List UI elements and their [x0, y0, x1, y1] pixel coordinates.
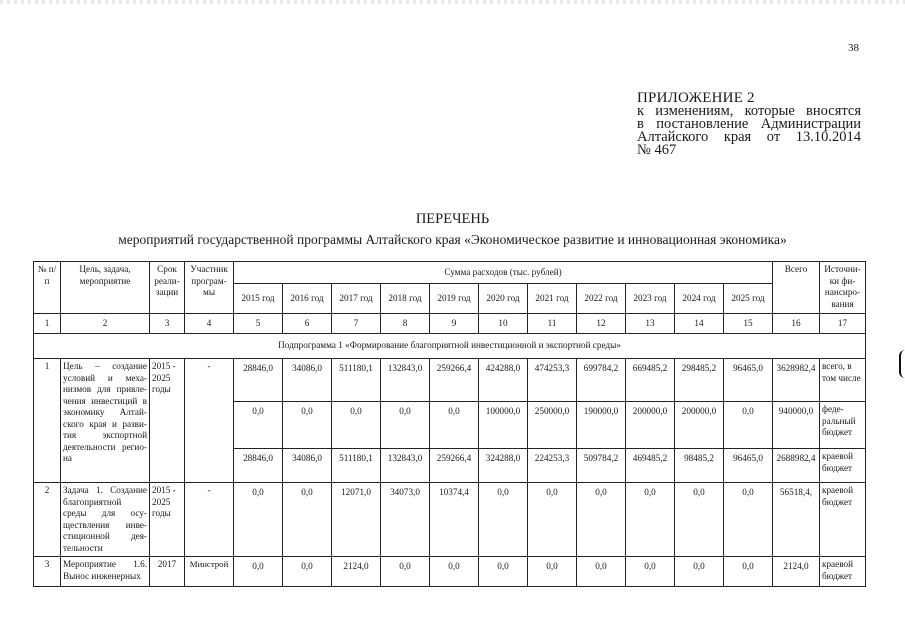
row-goal: Цель – создание условий и меха- низмов для привле- чения инвестиций в экономику Алтай- ского края и разви- тия экспортной деятельности регио- на — [61, 359, 150, 483]
value-cell: 224253,3 — [528, 449, 577, 483]
total-cell: 56518,4, — [773, 483, 820, 557]
col-number: 4 — [185, 314, 234, 334]
value-cell: 34073,0 — [381, 483, 430, 557]
total-cell: 2124,0 — [773, 557, 820, 587]
source-cell: краевой бюджет — [820, 557, 866, 587]
value-cell: 28846,0 — [234, 359, 283, 402]
col-number: 5 — [234, 314, 283, 334]
appendix-block — [637, 92, 861, 157]
header-year: 2016 год — [283, 284, 332, 314]
scan-edge-noise — [0, 0, 905, 4]
value-cell: 96465,0 — [724, 359, 773, 402]
value-cell: 250000,0 — [528, 402, 577, 449]
header-source: Источни- ки фи- нансиро- вания — [820, 262, 866, 314]
value-cell: 511180,1 — [332, 449, 381, 483]
value-cell: 98485,2 — [675, 449, 724, 483]
appendix-title: ПРИЛОЖЕНИЕ 2 — [637, 90, 755, 106]
header-year: 2019 год — [430, 284, 479, 314]
col-number: 10 — [479, 314, 528, 334]
header-term: Срок реали- зации — [150, 262, 185, 314]
value-cell: 0,0 — [479, 557, 528, 587]
value-cell: 0,0 — [479, 483, 528, 557]
appendix-line: Алтайского края от 13.10.2014 — [637, 129, 861, 145]
document-title: ПЕРЕЧЕНЬ — [415, 211, 490, 227]
value-cell: 511180,1 — [332, 359, 381, 402]
value-cell: 0,0 — [381, 402, 430, 449]
row-participant: - — [185, 483, 234, 557]
row-term: 2017 — [150, 557, 185, 587]
value-cell: 699784,2 — [577, 359, 626, 402]
value-cell: 324288,0 — [479, 449, 528, 483]
value-cell: 10374,4 — [430, 483, 479, 557]
scan-edge-mark — [899, 350, 905, 378]
value-cell: 0,0 — [724, 557, 773, 587]
value-cell: 469485,2 — [626, 449, 675, 483]
col-number: 14 — [675, 314, 724, 334]
value-cell: 259266,4 — [430, 449, 479, 483]
value-cell: 0,0 — [430, 557, 479, 587]
value-cell: 132843,0 — [381, 359, 430, 402]
value-cell: 259266,4 — [430, 359, 479, 402]
value-cell: 200000,0 — [626, 402, 675, 449]
row-participant: - — [185, 359, 234, 483]
value-cell: 0,0 — [675, 557, 724, 587]
value-cell: 0,0 — [626, 483, 675, 557]
appendix-line: № 467 — [637, 142, 677, 158]
value-cell: 0,0 — [234, 557, 283, 587]
value-cell: 100000,0 — [479, 402, 528, 449]
expenses-table — [33, 261, 866, 587]
row-term: 2015 - 2025 годы — [150, 359, 185, 483]
col-number: 17 — [820, 314, 866, 334]
col-number: 9 — [430, 314, 479, 334]
header-total: Всего — [773, 262, 820, 314]
header-sum-group: Сумма расходов (тыс. рублей) — [234, 262, 773, 284]
col-number: 15 — [724, 314, 773, 334]
value-cell: 0,0 — [577, 557, 626, 587]
source-cell: всего, в том числе — [820, 359, 866, 402]
value-cell: 34086,0 — [283, 449, 332, 483]
appendix-line: к изменениям, которые вносятся — [637, 103, 861, 119]
row-participant: Минстрой — [185, 557, 234, 587]
row-term: 2015 - 2025 годы — [150, 483, 185, 557]
appendix-line: в постановление Администрации — [637, 116, 861, 132]
col-number: 6 — [283, 314, 332, 334]
col-number: 16 — [773, 314, 820, 334]
total-cell: 2688982,4 — [773, 449, 820, 483]
row-goal: Мероприятие 1.6. Вынос инженерных — [61, 557, 150, 587]
header-year: 2020 год — [479, 284, 528, 314]
value-cell: 0,0 — [234, 402, 283, 449]
source-cell: краевой бюджет — [820, 483, 866, 557]
col-number: 13 — [626, 314, 675, 334]
value-cell: 669485,2 — [626, 359, 675, 402]
header-year: 2024 год — [675, 284, 724, 314]
value-cell: 96465,0 — [724, 449, 773, 483]
value-cell: 298485,2 — [675, 359, 724, 402]
value-cell: 0,0 — [430, 402, 479, 449]
value-cell: 424288,0 — [479, 359, 528, 402]
value-cell: 0,0 — [577, 483, 626, 557]
value-cell: 34086,0 — [283, 359, 332, 402]
value-cell: 0,0 — [381, 557, 430, 587]
value-cell: 12071,0 — [332, 483, 381, 557]
total-cell: 940000,0 — [773, 402, 820, 449]
value-cell: 0,0 — [528, 483, 577, 557]
col-number: 11 — [528, 314, 577, 334]
total-cell: 3628982,4 — [773, 359, 820, 402]
col-number: 7 — [332, 314, 381, 334]
value-cell: 0,0 — [528, 557, 577, 587]
header-goal: Цель, задача, мероприятие — [61, 262, 150, 314]
page-number: 38 — [848, 42, 859, 54]
header-year: 2023 год — [626, 284, 675, 314]
header-year: 2021 год — [528, 284, 577, 314]
value-cell: 0,0 — [724, 402, 773, 449]
subprogram-title: Подпрограмма 1 «Формирование благоприятной инвестиционной и экспортной среды» — [34, 334, 866, 359]
value-cell: 0,0 — [332, 402, 381, 449]
header-year: 2015 год — [234, 284, 283, 314]
value-cell: 200000,0 — [675, 402, 724, 449]
value-cell: 0,0 — [283, 483, 332, 557]
value-cell: 474253,3 — [528, 359, 577, 402]
header-year: 2022 год — [577, 284, 626, 314]
value-cell: 190000,0 — [577, 402, 626, 449]
value-cell: 0,0 — [283, 557, 332, 587]
col-number: 12 — [577, 314, 626, 334]
source-cell: феде- ральный бюджет — [820, 402, 866, 449]
value-cell: 0,0 — [283, 402, 332, 449]
header-year: 2025 год — [724, 284, 773, 314]
col-number: 2 — [61, 314, 150, 334]
value-cell: 0,0 — [626, 557, 675, 587]
header-participant: Участник програм- мы — [185, 262, 234, 314]
row-num: 2 — [34, 483, 61, 557]
row-num: 1 — [34, 359, 61, 483]
value-cell: 132843,0 — [381, 449, 430, 483]
value-cell: 28846,0 — [234, 449, 283, 483]
value-cell: 2124,0 — [332, 557, 381, 587]
row-num: 3 — [34, 557, 61, 587]
header-year: 2017 год — [332, 284, 381, 314]
col-number: 8 — [381, 314, 430, 334]
header-year: 2018 год — [381, 284, 430, 314]
document-subtitle: мероприятий государственной программы Алтайского края «Экономическое развитие и инновационная экономика» — [118, 232, 787, 247]
value-cell: 0,0 — [724, 483, 773, 557]
col-number: 3 — [150, 314, 185, 334]
row-goal: Задача 1. Создание благоприятной среды для осу- ществления инве- стиционной дея- тельности — [61, 483, 150, 557]
source-cell: краевой бюджет — [820, 449, 866, 483]
col-number: 1 — [34, 314, 61, 334]
value-cell: 0,0 — [234, 483, 283, 557]
value-cell: 0,0 — [675, 483, 724, 557]
value-cell: 509784,2 — [577, 449, 626, 483]
header-num: № п/п — [34, 262, 61, 314]
